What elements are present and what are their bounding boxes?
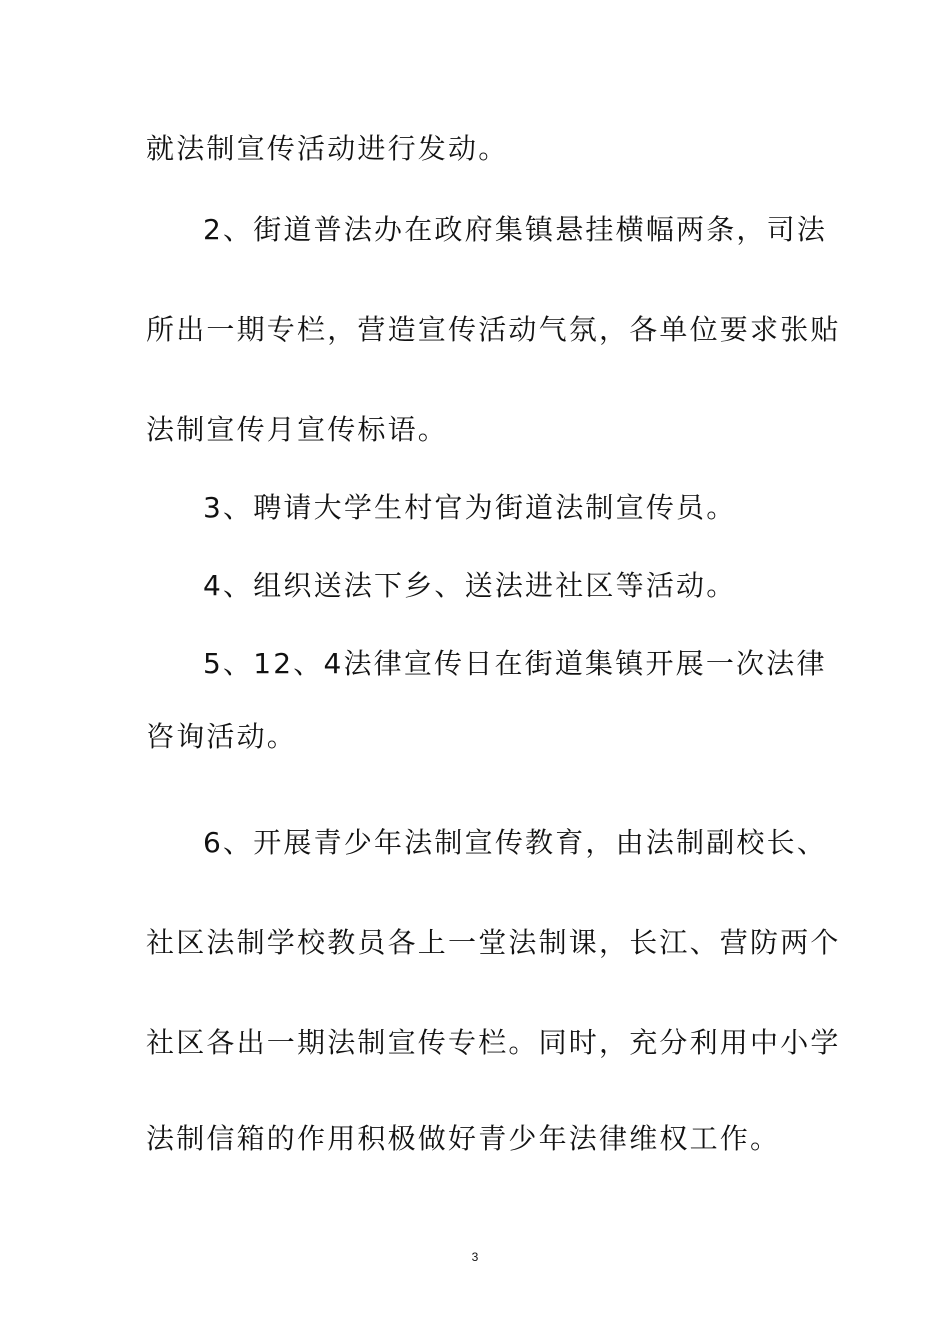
paragraph-line: 咨询活动。 [146, 720, 298, 753]
paragraph-line: 6、开展青少年法制宣传教育，由法制副校长、 [203, 826, 828, 859]
paragraph-line: 4、组织送法下乡、送法进社区等活动。 [203, 569, 737, 602]
paragraph-line: 2、街道普法办在政府集镇悬挂横幅两条，司法 [203, 213, 828, 246]
paragraph-line: 法制宣传月宣传标语。 [146, 413, 449, 446]
paragraph-line: 所出一期专栏，营造宣传活动气氛，各单位要求张贴 [146, 313, 841, 346]
page-number: 3 [471, 1250, 479, 1264]
paragraph-line: 3、聘请大学生村官为街道法制宣传员。 [203, 491, 737, 524]
paragraph-line: 就法制宣传活动进行发动。 [146, 132, 509, 165]
paragraph-line: 社区法制学校教员各上一堂法制课，长江、营防两个 [146, 926, 841, 959]
paragraph-line: 法制信箱的作用积极做好青少年法律维权工作。 [146, 1122, 781, 1155]
paragraph-line: 5、12、4法律宣传日在街道集镇开展一次法律 [203, 647, 827, 680]
paragraph-line: 社区各出一期法制宣传专栏。同时，充分利用中小学 [146, 1026, 841, 1059]
